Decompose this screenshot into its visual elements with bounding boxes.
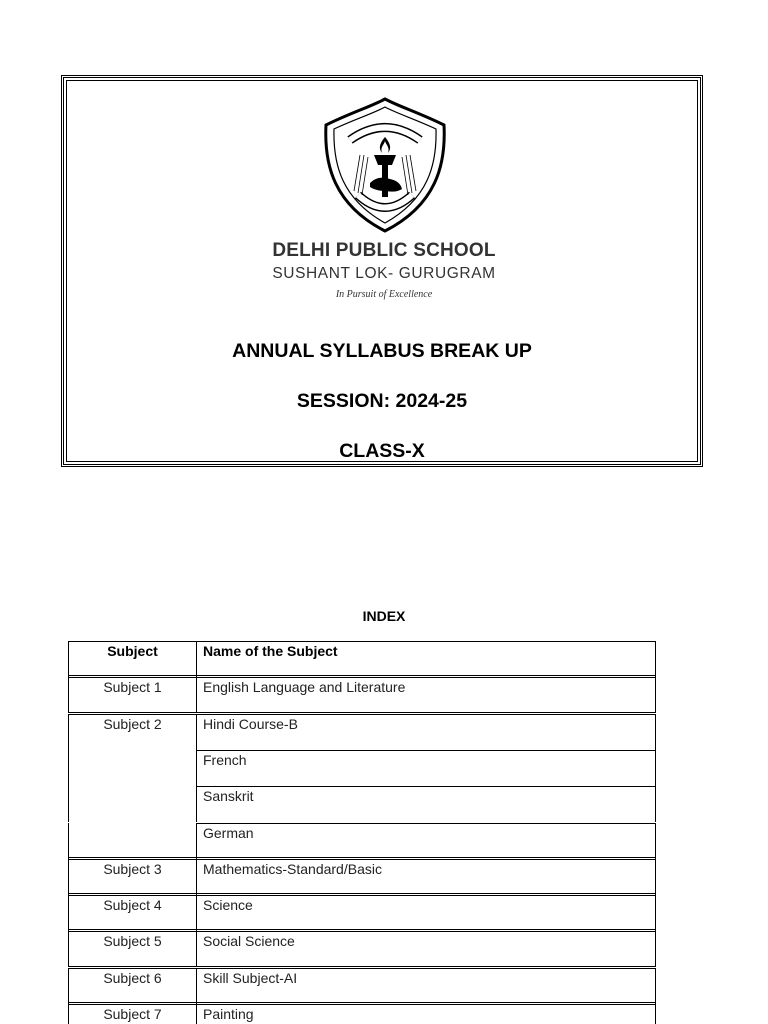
table-rule — [68, 929, 656, 930]
table-row — [68, 895, 656, 931]
table-rule — [68, 895, 656, 896]
table-rule — [68, 893, 656, 894]
table-rule — [68, 859, 656, 860]
table-rule — [68, 714, 656, 715]
table-row — [68, 677, 656, 713]
table-rule — [68, 641, 656, 642]
subject-name-cell: French — [197, 750, 656, 786]
subject-cell — [68, 823, 197, 859]
table-row — [68, 968, 656, 1004]
subject-cell: Subject 5 — [68, 931, 197, 967]
subject-cell: Subject 1 — [68, 677, 197, 713]
table-row — [68, 714, 656, 750]
subject-name-cell: Science — [197, 895, 656, 931]
subject-name-cell: Mathematics-Standard/Basic — [197, 859, 656, 895]
subject-cell: Subject 3 — [68, 859, 197, 895]
table-rule — [68, 968, 656, 969]
table-row — [68, 750, 656, 786]
table-rule — [68, 677, 656, 678]
subject-cell: Subject 6 — [68, 968, 197, 1004]
subject-name-cell: German — [197, 823, 656, 859]
table-rule — [197, 823, 656, 824]
subject-name-cell: Hindi Course-B — [197, 714, 656, 750]
table-rule — [68, 1004, 656, 1005]
table-row — [68, 823, 656, 859]
table-header-row — [68, 641, 656, 677]
table-row — [68, 1004, 656, 1024]
table-rule — [68, 931, 656, 932]
table-row — [68, 931, 656, 967]
table-rule — [68, 675, 656, 676]
table-row — [68, 859, 656, 895]
index-title: INDEX — [362, 608, 406, 624]
subject-cell — [68, 750, 197, 786]
school-crest-logo — [320, 95, 450, 235]
table-rule — [68, 857, 656, 858]
table-rule — [68, 966, 656, 967]
table-rule — [197, 786, 656, 787]
table-rule — [68, 1002, 656, 1003]
document-title: ANNUAL SYLLABUS BREAK UP — [232, 340, 532, 362]
table-rule — [197, 750, 656, 751]
subject-cell: Subject — [68, 641, 197, 677]
subject-cell: Subject 7 — [68, 1004, 197, 1024]
subject-name-cell: Social Science — [197, 931, 656, 967]
table-row — [68, 786, 656, 822]
subject-cell: Subject 2 — [68, 714, 197, 750]
subject-name-cell: Name of the Subject — [197, 641, 656, 677]
table-rule — [68, 712, 656, 713]
subject-name-cell: Sanskrit — [197, 786, 656, 822]
subject-cell — [68, 786, 197, 822]
school-motto: In Pursuit of Excellence — [335, 289, 433, 300]
subject-name-cell: Skill Subject-AI — [197, 968, 656, 1004]
subject-cell: Subject 4 — [68, 895, 197, 931]
class-label: CLASS-X — [339, 440, 425, 462]
session-label: SESSION: 2024-25 — [296, 390, 468, 412]
subject-name-cell: Painting — [197, 1004, 656, 1024]
school-branch: SUSHANT LOK- GURUGRAM — [272, 265, 496, 282]
subject-name-cell: English Language and Literature — [197, 677, 656, 713]
school-name: DELHI PUBLIC SCHOOL — [272, 240, 496, 261]
